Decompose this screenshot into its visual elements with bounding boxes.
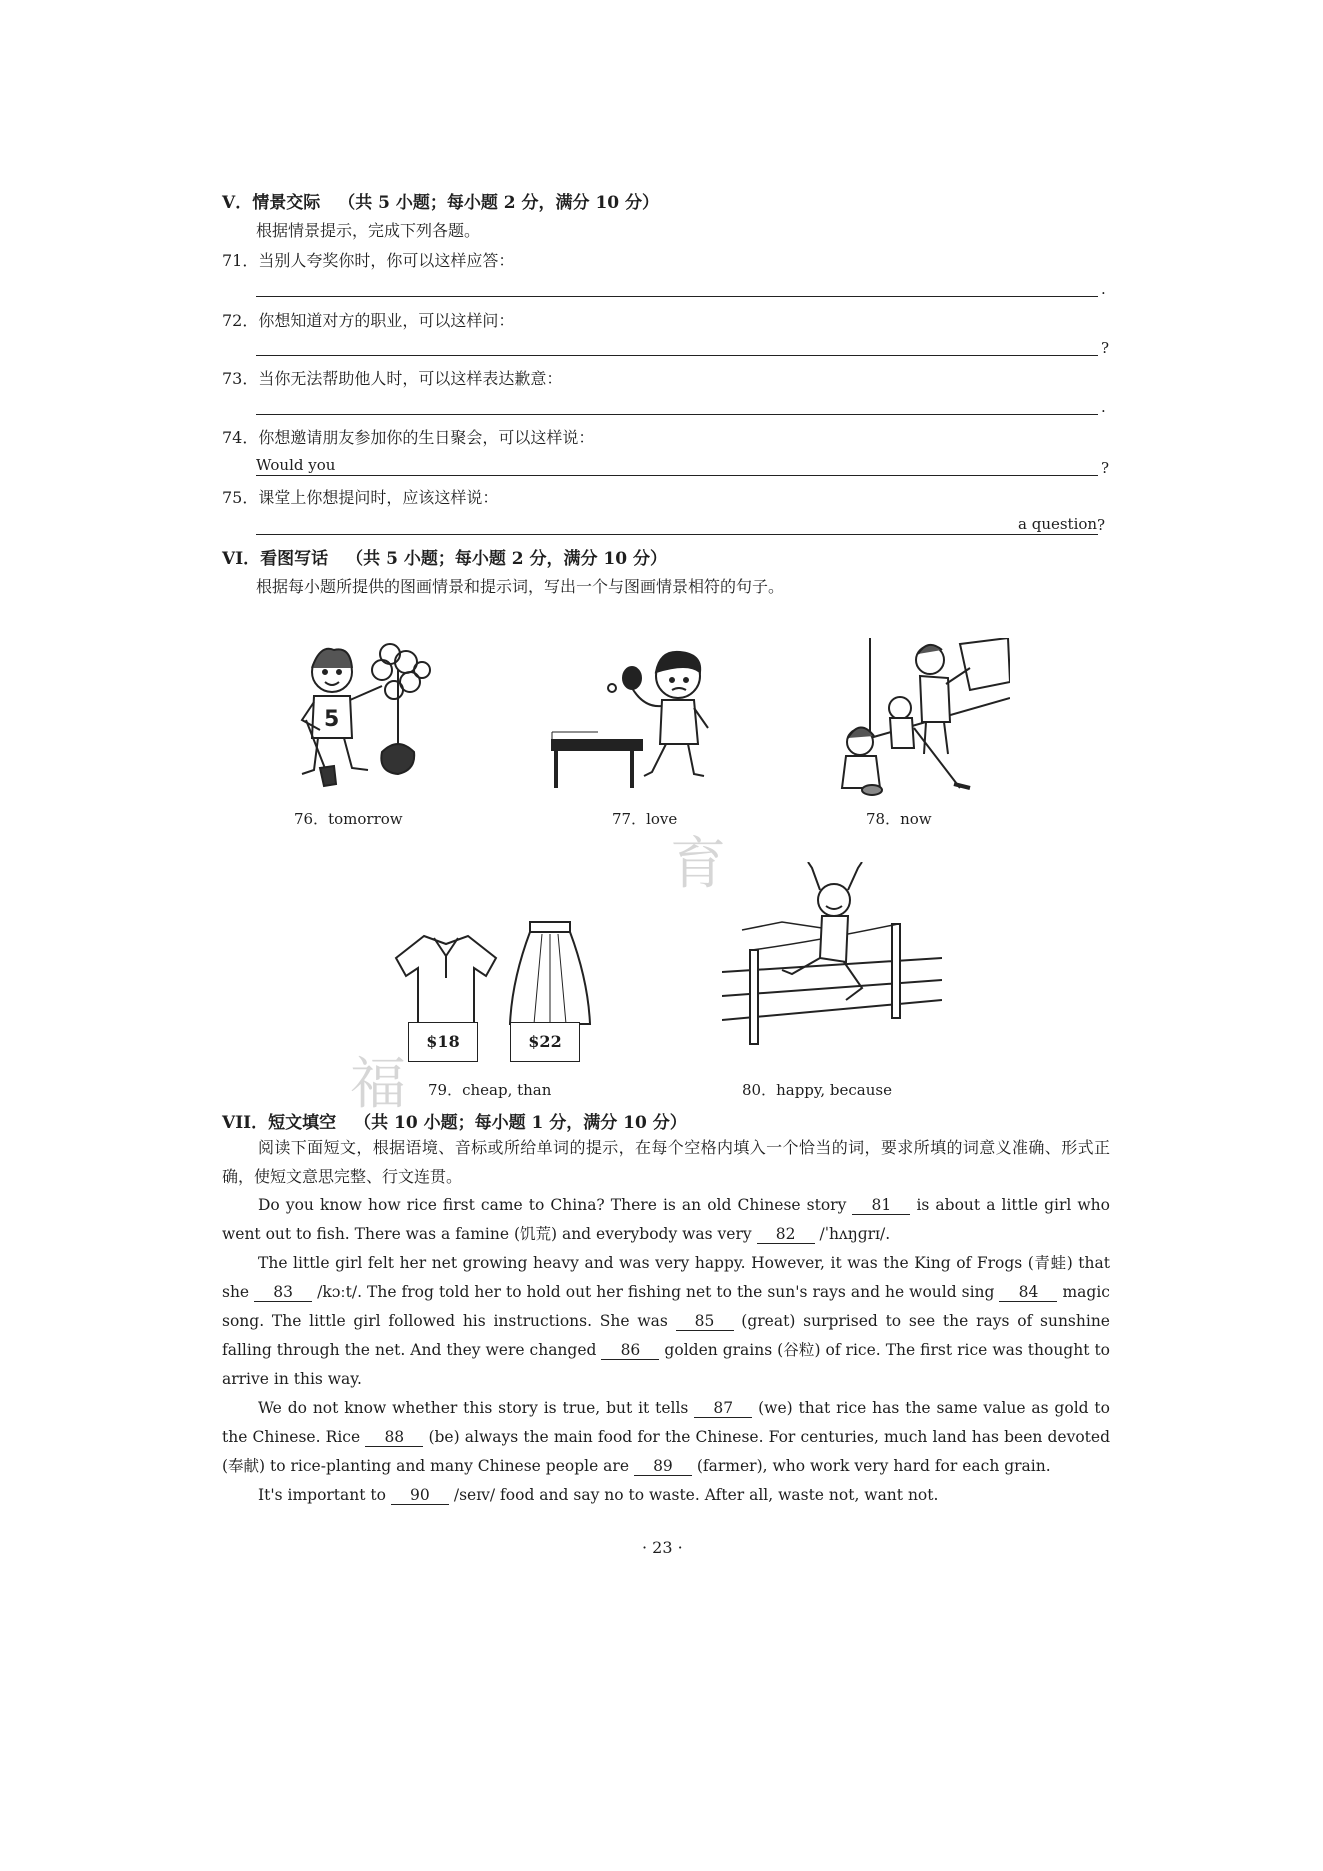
- q72-end: ?: [1101, 339, 1110, 357]
- shirt-number: 5: [324, 707, 340, 732]
- caption-78: 78．now: [866, 810, 932, 828]
- passage-paragraph-3: We do not know whether this story is true, but it tells 87 (we) that rice has the same value as gold to the Chinese. Rice 88 (be) always the main food for the Chinese. For centuries, much land has been devoted (奉献) to rice-planting and many Chinese people are 89 (farmer), who work very hard for each grain.: [222, 1399, 1111, 1475]
- q74-prefix: Would you: [256, 456, 336, 474]
- shirt-price-tag: $18: [408, 1022, 478, 1062]
- q72-answer-line[interactable]: [256, 355, 1098, 356]
- section7-title: VII．短文填空: [222, 1113, 337, 1133]
- blank-82[interactable]: 82: [757, 1225, 815, 1244]
- section6-heading: [222, 544, 667, 569]
- blank-87[interactable]: 87: [694, 1399, 752, 1418]
- q75-suffix: a question: [1018, 515, 1098, 533]
- caption-76: 76．tomorrow: [294, 810, 403, 828]
- q73-end: .: [1101, 398, 1106, 416]
- section7-instruction-block: [222, 1133, 1110, 1191]
- blank-84[interactable]: 84: [999, 1283, 1057, 1302]
- page-number: · 23 ·: [642, 1538, 683, 1557]
- blank-86[interactable]: 86: [601, 1341, 659, 1360]
- blank-88[interactable]: 88: [365, 1428, 423, 1447]
- q74-end: ?: [1101, 459, 1110, 477]
- caption-77: 77．love: [612, 810, 678, 828]
- section7-points: （共 10 小题；每小题 1 分，满分 10 分）: [354, 1113, 687, 1133]
- passage-paragraph-4: It's important to 90 /seɪv/ food and say no to waste. After all, waste not, want not.: [258, 1486, 939, 1504]
- passage: [222, 1191, 1110, 1510]
- section7-instruction: 阅读下面短文，根据语境、音标或所给单词的提示，在每个空格内填入一个恰当的词，要求所填的词意义准确、形式正确，使短文意思完整、行文连贯。: [222, 1138, 1110, 1186]
- boy-table-tennis-picture: [548, 648, 728, 798]
- blank-89[interactable]: 89: [634, 1457, 692, 1476]
- q75-answer-line[interactable]: [256, 534, 1098, 535]
- family-cleaning-picture: [820, 638, 1010, 798]
- blank-83[interactable]: 83: [254, 1283, 312, 1302]
- blank-81[interactable]: 81: [852, 1196, 910, 1215]
- q71-end: .: [1101, 280, 1106, 298]
- runner-finish-line-picture: [722, 862, 942, 1046]
- section5-instruction: 根据情景提示，完成下列各题。: [256, 221, 481, 240]
- q71-prompt: 71．当别人夸奖你时，你可以这样应答：: [222, 251, 515, 270]
- section5-title: V．情景交际: [222, 193, 321, 213]
- skirt-price-tag: $22: [510, 1022, 580, 1062]
- q74-prompt: 74．你想邀请朋友参加你的生日聚会，可以这样说：: [222, 428, 595, 447]
- q75-end: ?: [1097, 516, 1106, 534]
- caption-79: 79．cheap, than: [428, 1081, 552, 1099]
- watermark-char-1: 育: [670, 832, 726, 897]
- q75-prompt: 75．课堂上你想提问时，应该这样说：: [222, 488, 499, 507]
- section6-title: VI．看图写话: [222, 549, 329, 569]
- q72-prompt: 72．你想知道对方的职业，可以这样问：: [222, 311, 515, 330]
- q73-answer-line[interactable]: [256, 414, 1098, 415]
- skirt-picture: [508, 920, 592, 1030]
- q73-prompt: 73．当你无法帮助他人时，可以这样表达歉意：: [222, 369, 563, 388]
- passage-paragraph-1: Do you know how rice first came to China? There is an old Chinese story 81 is about a little girl who went out to fish. There was a famine (饥荒) and everybody was very 82 /ˈhʌŋɡrɪ/.: [222, 1196, 1110, 1243]
- q74-answer-line[interactable]: [256, 475, 1098, 476]
- blank-90[interactable]: 90: [391, 1486, 449, 1505]
- shirt-picture: [394, 930, 498, 1030]
- section7-heading: [222, 1108, 687, 1133]
- caption-80: 80．happy, because: [742, 1081, 892, 1099]
- q71-answer-line[interactable]: [256, 296, 1098, 297]
- blank-85[interactable]: 85: [676, 1312, 734, 1331]
- section5-points: （共 5 小题；每小题 2 分，满分 10 分）: [338, 193, 660, 213]
- section6-instruction: 根据每小题所提供的图画情景和提示词，写出一个与图画情景相符的句子。: [256, 577, 785, 596]
- passage-paragraph-2: The little girl felt her net growing heavy and was very happy. However, it was the King of Frogs (青蛙) that she 83 /kɔːt/. The frog told her to hold out her fishing net to the sun's rays and he would sing 84 magic song. The little girl followed his instructions. She was 85 (great) surprised to see the rays of sunshine falling through the net. And they were changed 86 golden grains (谷粒) of rice. The first rice was thought to arrive in this way.: [222, 1254, 1111, 1388]
- watermark-char-2: 福: [350, 1052, 406, 1117]
- boy-planting-tree-picture: [290, 640, 440, 790]
- section5-heading: [222, 188, 659, 213]
- section6-points: （共 5 小题；每小题 2 分，满分 10 分）: [346, 549, 667, 569]
